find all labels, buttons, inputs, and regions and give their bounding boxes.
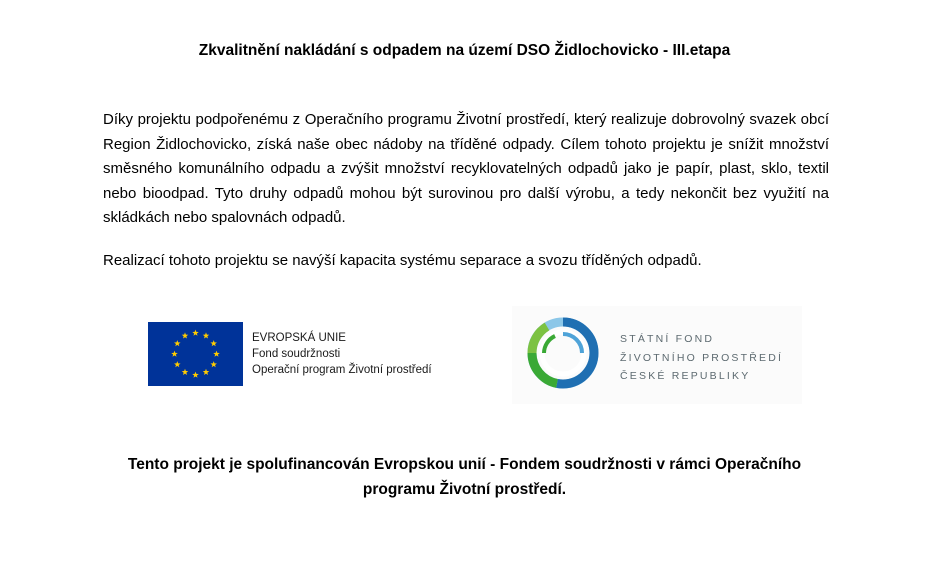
sfzp-logo: [512, 306, 802, 404]
eu-logo-line3: Operační program Životní prostředí: [252, 364, 432, 376]
funding-statement-line1: Tento projekt je spolufinancován Evropskou unií - Fondem soudržnosti v rámci Operačního: [127, 456, 802, 473]
eu-logo-line1: EVROPSKÁ UNIE: [252, 332, 346, 344]
funding-statement-line2: programu Životní prostředí.: [362, 481, 567, 498]
page-title: Zkvalitnění nakládání s odpadem na území DSO Židlochovicko - III.etapa: [198, 42, 731, 59]
sfzp-logo-text: [620, 330, 783, 386]
capacity-paragraph: Realizací tohoto projektu se navýší kapacita systému separace a svozu tříděných odpadů.: [103, 252, 702, 269]
intro-paragraph: Díky projektu podpořenému z Operačního programu Životní prostředí, který realizuje dobrovolný svazek obcí Region Židlochovicko, získá naše obec nádoby na tříděné odpady. Cílem tohoto projektu je snížit množství směsného komunálního odpadu a zvýšit množství recyklovatelných odpadů jako je papír, plast, sklo, textil nebo bioodpad. Tyto druhy odpadů mohou být surovinou pro další výrobu, a tedy nekončit bez využití na skládkách nebo spalovnách odpadů.: [103, 111, 829, 226]
sfzp-logo-line2: ŽIVOTNÍHO PROSTŘEDÍ: [620, 351, 784, 364]
sfzp-swirl-icon: [527, 317, 599, 389]
funding-statement: [0, 452, 929, 502]
eu-logo: [148, 321, 448, 387]
eu-logo-text: [252, 330, 432, 378]
sfzp-logo-line1: STÁTNÍ FOND: [620, 333, 715, 345]
sfzp-logo-line3: ČESKÉ REPUBLIKY: [620, 370, 751, 382]
eu-logo-line2: Fond soudržnosti: [252, 348, 341, 360]
eu-flag-icon: [148, 322, 243, 386]
